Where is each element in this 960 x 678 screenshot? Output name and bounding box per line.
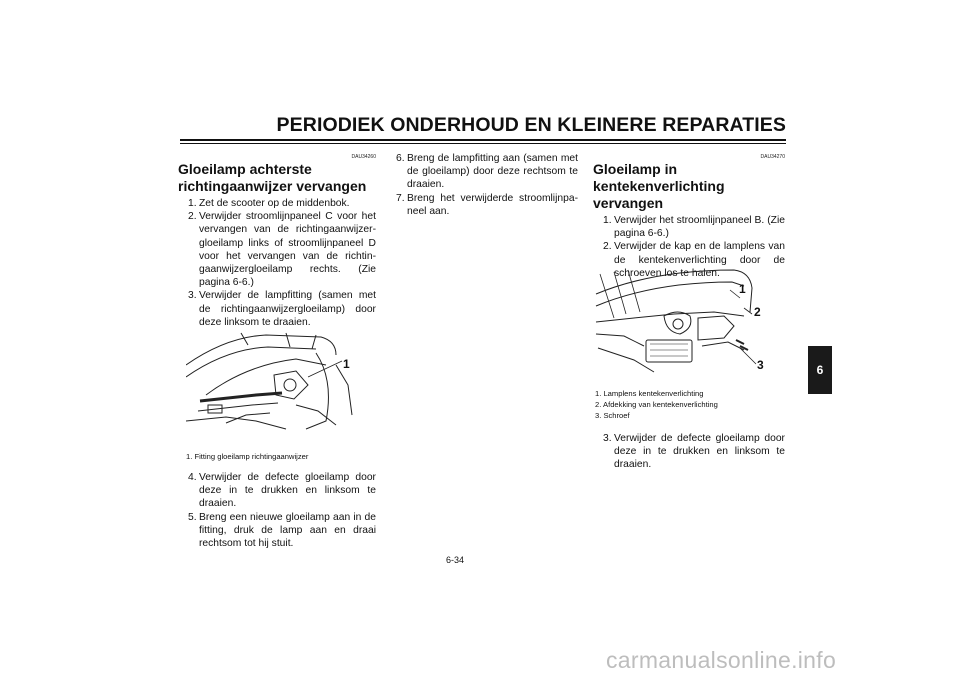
page-header-title: PERIODIEK ONDERHOUD EN KLEINERE REPARATIES <box>276 114 786 136</box>
section-title-line: vervangen <box>593 195 664 211</box>
callout-3: 3 <box>757 358 764 372</box>
left-column-continued <box>178 471 376 550</box>
step-item: 3. Verwijder de lampfitting (samen met de richtingaanwijzergloeilamp) door deze linksom te draaien. <box>188 290 376 328</box>
header-rule <box>180 139 786 141</box>
page-number: 6-34 <box>446 555 465 565</box>
section-title <box>178 161 376 195</box>
section-title-line: richtingaanwijzer vervangen <box>178 178 367 194</box>
step-item: 5. Breng een nieuwe gloeilamp aan in de fitting, druk de lamp aan en draai rechtsom tot hij stuit. <box>188 511 376 550</box>
steps-list <box>178 471 376 550</box>
callout-1: 1 <box>343 357 350 371</box>
caption-item: 2. Afdekking van kentekenverlichting <box>595 400 718 409</box>
step-item: 6. Breng de lampfitting aan (samen met de gloeilamp) door deze rechtsom te draaien. <box>396 153 578 191</box>
section-code: DAU34270 <box>760 154 785 160</box>
step-item: 3. Verwijder de defecte gloeilamp door deze in te drukken en linksom te draaien. <box>603 433 785 471</box>
section-title-line: Gloeilamp in kentekenverlichting <box>593 161 725 194</box>
step-item: 1. Zet de scooter op de middenbok. <box>188 198 350 209</box>
section-title <box>593 161 785 212</box>
right-column-continued <box>593 432 785 472</box>
step-item: 4. Verwijder de defecte gloeilamp door deze in te drukken en linksom te draaien. <box>188 472 376 510</box>
chapter-tab: 6 <box>808 346 832 394</box>
left-column <box>178 153 376 329</box>
turn-signal-illustration <box>186 325 356 437</box>
header-rule-thin <box>180 143 786 144</box>
right-column <box>593 153 785 280</box>
figure-caption-list <box>595 388 785 421</box>
watermark: carmanualsonline.info <box>606 647 837 673</box>
license-light-illustration <box>594 264 772 378</box>
middle-column <box>386 152 578 218</box>
caption-item: 1. Lamplens kentekenverlichting <box>595 389 704 398</box>
step-item: 2. Verwijder stroomlijnpaneel C voor het vervangen van de richtingaanwijzer-gloeilamp links of stroomlijnpaneel D voor het vervangen van de richtin-gaanwijzergloeilamp rechts. (Zie pagina 6-6.) <box>188 211 376 289</box>
steps-list <box>593 432 785 472</box>
section-title-line: Gloeilamp achterste <box>178 161 312 177</box>
steps-list <box>386 152 578 218</box>
turn-signal-diagram <box>186 325 356 437</box>
step-item: 7. Breng het verwijderde stroomlijnpa-neel aan. <box>396 192 578 217</box>
callout-2: 2 <box>754 305 761 319</box>
step-item: 2. Verwijder de kap en de lamplens van de kentekenverlichting door de schroeven los te halen. <box>603 241 785 279</box>
callout-1: 1 <box>739 282 746 296</box>
figure-caption: 1. Fitting gloeilamp richtingaanwijzer <box>186 452 309 461</box>
steps-list <box>178 197 376 329</box>
caption-item: 3. Schroef <box>595 411 630 420</box>
step-item: 1. Verwijder het stroomlijnpaneel B. (Zie pagina 6-6.) <box>603 215 785 240</box>
section-code: DAU34260 <box>351 154 376 160</box>
